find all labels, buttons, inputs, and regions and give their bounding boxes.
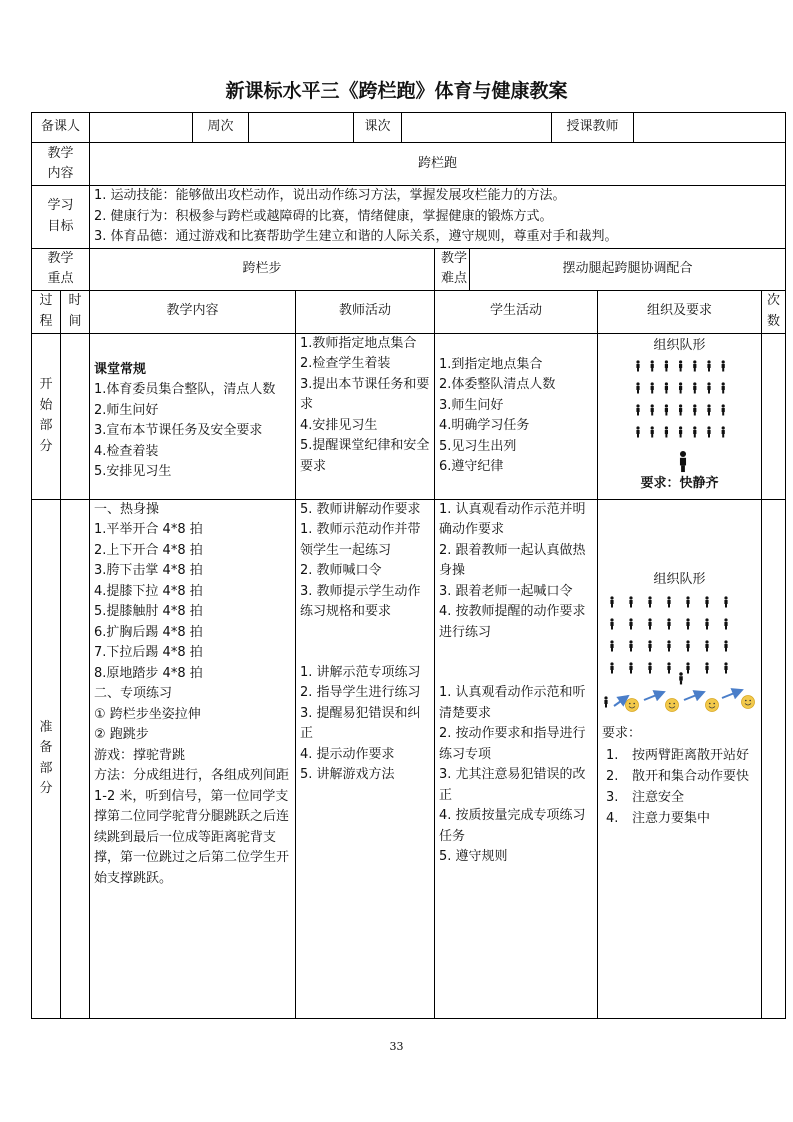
info-row xyxy=(32,113,786,143)
start-process xyxy=(32,333,61,499)
student-figure xyxy=(636,404,639,415)
prep-teacher-item: 4. 提示动作要求 xyxy=(300,746,395,762)
difficulty-label xyxy=(435,248,470,290)
key-points-row xyxy=(32,248,786,290)
student-figure xyxy=(686,640,689,651)
prep-content-item: 8.原地踏步 4*8 拍 xyxy=(94,665,203,681)
prep-org-title: 组织队形 xyxy=(653,571,706,587)
student-figure xyxy=(667,640,670,651)
start-content-item: 1.体育委员集合整队，清点人数 xyxy=(94,382,276,397)
student-figure xyxy=(686,662,689,673)
requirement-item xyxy=(602,745,757,766)
teacher-value xyxy=(634,113,786,143)
content-row xyxy=(32,143,786,186)
student-figure xyxy=(665,404,668,415)
objectives-list xyxy=(90,186,786,249)
page-number: 33 xyxy=(389,1040,404,1053)
column-header-row xyxy=(32,290,786,333)
student-figure xyxy=(679,404,682,415)
student-figure xyxy=(724,662,727,673)
prep-teacher-item: 5. 教师讲解动作要求 xyxy=(300,501,421,517)
prep-content-item: 一、热身操 xyxy=(94,501,160,517)
objectives-label-text: 学习目标 xyxy=(47,198,74,234)
prep-content-item: 2.上下开合 4*8 拍 xyxy=(94,542,203,558)
student-figure xyxy=(636,426,639,437)
page-title: 新课标水平三《跨栏跑》体育与健康教案 xyxy=(225,80,568,102)
start-student-item: 5.见习生出列 xyxy=(439,438,517,454)
leapfrog-game-diagram xyxy=(602,686,762,720)
start-content-heading: 课堂常规 xyxy=(94,361,147,377)
preparer-value xyxy=(90,113,193,143)
student-figure xyxy=(636,382,639,393)
prep-formation-diagram xyxy=(602,590,762,686)
student-figure xyxy=(651,360,654,371)
col-student-activity: 学生活动 xyxy=(435,290,598,333)
prep-content-item: ② 跑跳步 xyxy=(94,727,149,742)
jumper-figure xyxy=(604,696,607,707)
student-figure xyxy=(648,662,651,673)
content-label-text: 教学内容 xyxy=(47,145,74,181)
start-content-item: 5.安排见习生 xyxy=(94,464,172,479)
prep-content-item: 6.扩胸后踢 4*8 拍 xyxy=(94,624,203,640)
student-figure xyxy=(724,618,727,629)
student-figure xyxy=(705,662,708,673)
student-figure xyxy=(693,426,696,437)
difficulty-value: 摆动腿起跨腿协调配合 xyxy=(470,248,786,290)
teacher-figure xyxy=(679,672,683,684)
student-figure xyxy=(705,640,708,651)
objective-item: 2. 健康行为：积极参与跨栏或越障碍的比赛，情绪健康，掌握健康的锻炼方式。 xyxy=(94,208,553,224)
student-figure xyxy=(667,596,670,607)
student-figure xyxy=(667,618,670,629)
start-student-item: 6.遵守纪律 xyxy=(439,459,504,474)
requirement-item xyxy=(602,808,757,829)
start-teacher-item: 5.提醒课堂纪律和安全要求 xyxy=(300,438,430,474)
requirement-number: 1. xyxy=(606,747,619,763)
col-teaching-content: 教学内容 xyxy=(90,290,296,333)
start-process-text: 开始部分 xyxy=(39,377,53,454)
prep-student-item: 2. 跟着教师一起认真做热身操 xyxy=(439,542,586,578)
start-content-item: 2.师生问好 xyxy=(94,402,159,418)
prep-student-item: 4. 按质按量完成专项练习任务 xyxy=(439,808,586,844)
prep-count xyxy=(762,499,786,1018)
objectives-label xyxy=(32,186,90,249)
col-time-text: 时间 xyxy=(68,293,82,329)
student-figure xyxy=(610,618,613,629)
start-teacher-item: 1.教师指定地点集合 xyxy=(300,335,417,351)
prep-teacher-item: 1. 讲解示范专项练习 xyxy=(300,664,421,680)
student-figure xyxy=(707,382,710,393)
start-student-item: 3.师生问好 xyxy=(439,397,504,413)
prep-process xyxy=(32,499,61,1018)
start-teacher xyxy=(296,333,435,499)
jump-arrow-icon xyxy=(644,692,664,700)
start-student xyxy=(435,333,598,499)
col-count-text: 次数 xyxy=(767,293,781,329)
student-figure xyxy=(686,596,689,607)
student-figure xyxy=(722,360,725,371)
start-teacher-item: 3.提出本节课任务和要求 xyxy=(300,376,430,412)
key-points-label-text: 教学重点 xyxy=(47,250,74,286)
student-figure xyxy=(707,404,710,415)
crouching-student-icon xyxy=(626,699,639,712)
prep-content-item: 二、专项练习 xyxy=(94,686,173,701)
prep-content-item: 4.提膝下拉 4*8 拍 xyxy=(94,583,203,599)
student-figure xyxy=(665,382,668,393)
student-figure xyxy=(610,640,613,651)
crouching-student-icon xyxy=(742,696,755,709)
prep-teacher-item: 3. 教师提示学生动作练习规格和要求 xyxy=(300,583,421,619)
student-figure xyxy=(648,640,651,651)
prep-student xyxy=(435,499,598,1018)
prep-section-row xyxy=(32,499,786,1018)
student-figure xyxy=(629,662,632,673)
col-organization: 组织及要求 xyxy=(598,290,762,333)
prep-content-list xyxy=(94,500,291,767)
prep-student-item: 1. 认真观看动作示范和听清楚要求 xyxy=(439,685,586,721)
student-figure xyxy=(667,662,670,673)
prep-requirements xyxy=(602,745,757,829)
requirement-item xyxy=(602,787,757,808)
key-points-value: 跨栏步 xyxy=(90,248,435,290)
difficulty-label-text: 教学难点 xyxy=(441,250,468,286)
student-figure xyxy=(686,618,689,629)
student-figure xyxy=(629,596,632,607)
start-student-item: 4.明确学习任务 xyxy=(439,418,530,433)
week-value xyxy=(249,113,354,143)
lesson-plan-table xyxy=(31,112,786,1019)
objective-item: 1. 运动技能：能够做出攻栏动作，说出动作练习方法，掌握发展攻栏能力的方法。 xyxy=(94,188,566,203)
prep-content-item: 1.平举开合 4*8 拍 xyxy=(94,522,203,537)
prep-student-item: 3. 尤其注意易犯错误的改正 xyxy=(439,767,586,803)
start-org-title: 组织队形 xyxy=(653,337,706,353)
jump-arrow-icon xyxy=(722,690,742,698)
start-teacher-item: 2.检查学生着装 xyxy=(300,356,391,371)
student-figure xyxy=(629,640,632,651)
prep-teacher xyxy=(296,499,435,1018)
prep-content-item: 3.胯下击掌 4*8 拍 xyxy=(94,563,203,578)
requirement-number: 3. xyxy=(606,789,619,805)
student-figure xyxy=(679,382,682,393)
objective-item: 3. 体育品德：通过游戏和比赛帮助学生建立和谐的人际关系，遵守规则，尊重对手和裁判。 xyxy=(94,229,618,244)
prep-req-label: 要求： xyxy=(602,726,642,741)
preparer-label: 备课人 xyxy=(32,113,90,143)
student-figure xyxy=(722,404,725,415)
student-figure xyxy=(724,640,727,651)
prep-content-item: 游戏：撑驼背跳 xyxy=(94,747,186,763)
requirement-number: 2. xyxy=(606,768,619,784)
student-figure xyxy=(693,382,696,393)
start-content-item: 4.检查着装 xyxy=(94,443,159,459)
student-figure xyxy=(648,596,651,607)
start-organization xyxy=(598,333,762,499)
start-section-row xyxy=(32,333,786,499)
content-label xyxy=(32,143,90,186)
prep-content-item: 7.下拉后踢 4*8 拍 xyxy=(94,645,203,660)
prep-content xyxy=(90,499,296,1018)
prep-student-item: 5. 遵守规则 xyxy=(439,849,508,864)
prep-organization xyxy=(598,499,762,1018)
prep-content-item: ① 跨栏步坐姿拉伸 xyxy=(94,706,201,722)
prep-content-method: 方法：分成组进行，各组成列间距 1-2 米，听到信号，第一位同学支撑第二位同学驼背分腿跳跃之后连续跳到最后一位成等距离驼背支撑，第一位跳过之后第二位学生开始支撑跳跃。 xyxy=(94,768,290,886)
student-figure xyxy=(724,596,727,607)
col-time xyxy=(61,290,90,333)
start-teacher-item: 4.安排见习生 xyxy=(300,417,378,433)
requirement-text: 散开和集合动作要快 xyxy=(632,768,750,784)
teacher-label: 授课教师 xyxy=(552,113,634,143)
jump-arrow-icon xyxy=(684,692,704,700)
requirement-number: 4. xyxy=(606,810,619,826)
requirement-text: 注意力要集中 xyxy=(632,810,711,826)
col-count xyxy=(762,290,786,333)
prep-student-item: 3. 跟着老师一起喊口令 xyxy=(439,583,573,599)
student-figure xyxy=(665,360,668,371)
start-formation-diagram xyxy=(598,356,762,474)
student-figure xyxy=(722,426,725,437)
requirement-item xyxy=(602,766,757,787)
prep-teacher-item: 3. 提醒易犯错误和纠正 xyxy=(300,705,421,741)
student-figure xyxy=(651,426,654,437)
prep-content-item: 5.提膝触肘 4*8 拍 xyxy=(94,604,203,619)
col-teacher-activity: 教师活动 xyxy=(296,290,435,333)
prep-teacher-item: 5. 讲解游戏方法 xyxy=(300,767,395,782)
crouching-student-icon xyxy=(706,699,719,712)
lesson-no-label: 课次 xyxy=(354,113,402,143)
start-content xyxy=(90,333,296,499)
student-figure xyxy=(610,596,613,607)
prep-teacher-item: 2. 指导学生进行练习 xyxy=(300,685,421,700)
student-figure xyxy=(679,426,682,437)
start-count xyxy=(762,333,786,499)
student-figure xyxy=(705,618,708,629)
student-figure xyxy=(693,360,696,371)
student-figure xyxy=(636,360,639,371)
prep-student-item: 4. 按教师提醒的动作要求进行练习 xyxy=(439,604,586,640)
start-student-item: 1.到指定地点集合 xyxy=(439,356,543,372)
prep-teacher-item: 2. 教师喊口令 xyxy=(300,563,382,578)
student-figure xyxy=(629,618,632,629)
col-process-text: 过程 xyxy=(39,293,53,329)
col-process xyxy=(32,290,61,333)
prep-process-text: 准备部分 xyxy=(39,719,53,796)
student-figure xyxy=(651,404,654,415)
student-figure xyxy=(679,360,682,371)
prep-student-item: 2. 按动作要求和指导进行练习专项 xyxy=(439,726,586,762)
student-figure xyxy=(651,382,654,393)
lesson-no-value xyxy=(402,113,552,143)
prep-teacher-item: 1. 教师示范动作并带领学生一起练习 xyxy=(300,522,421,558)
prep-time xyxy=(61,499,90,1018)
requirement-text: 注意安全 xyxy=(632,789,685,805)
start-time xyxy=(61,333,90,499)
student-figure xyxy=(707,360,710,371)
student-figure xyxy=(705,596,708,607)
student-figure xyxy=(610,662,613,673)
student-figure xyxy=(707,426,710,437)
student-figure xyxy=(693,404,696,415)
key-points-label xyxy=(32,248,90,290)
objectives-row xyxy=(32,186,786,249)
requirement-text: 按两臂距离散开站好 xyxy=(632,747,750,763)
student-figure xyxy=(648,618,651,629)
student-figure xyxy=(665,426,668,437)
start-student-item: 2.体委整队清点人数 xyxy=(439,377,556,392)
crouching-student-icon xyxy=(666,699,679,712)
start-content-item: 3.宣布本节课任务及安全要求 xyxy=(94,423,263,438)
student-figure xyxy=(722,382,725,393)
start-org-requirement: 要求：快静齐 xyxy=(640,476,719,491)
prep-student-item: 1. 认真观看动作示范并明确动作要求 xyxy=(439,501,586,537)
week-label: 周次 xyxy=(193,113,249,143)
teacher-figure xyxy=(680,451,686,472)
content-value: 跨栏跑 xyxy=(90,143,786,186)
